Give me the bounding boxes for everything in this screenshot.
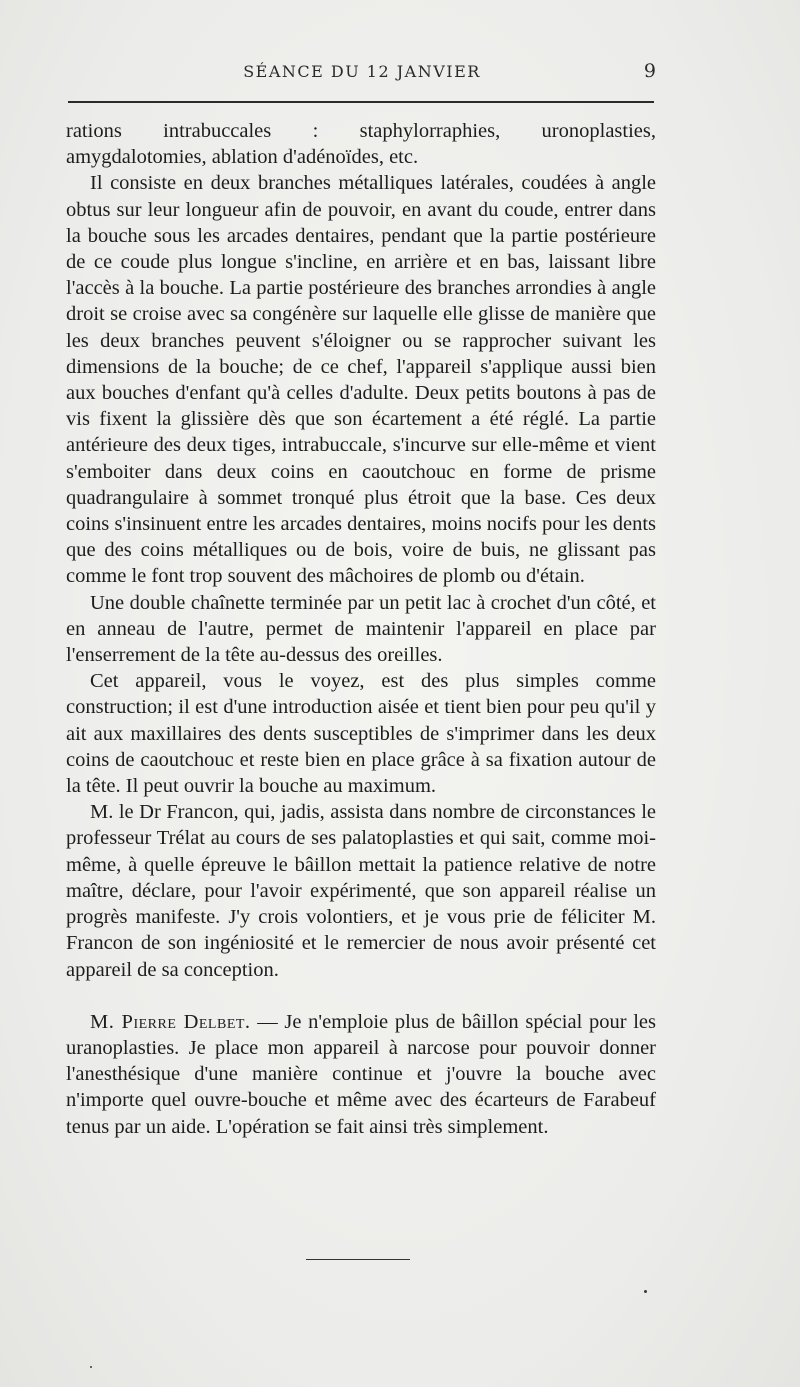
paragraph-5: M. le Dr Francon, qui, jadis, assista dans nombre de circonstances le professeur Trélat au cours de ses palatoplasties et qui sait, comme moi-même, à quelle épreuve le bâillon mettait la patience relative de notre maître, déclare, pour l'avoir expérimenté, que son appareil réalise un progrès manifeste. J'y crois volontiers, et je vous prie de féliciter M. Francon de son ingéniosité et le remercier de nous avoir présenté cet appareil de sa conception. (66, 801, 656, 981)
delbet-remarks: — Je n'emploie plus de bâillon spécial pour les uranoplasties. Je place mon appareil à narcose pour pouvoir donner l'anesthésique d'une manière continue et j'ouvre la bouche avec n'importe quel ouvre-bouche et même avec des écarteurs de Farabeuf tenus par un aide. L'opération se fait ainsi très simplement. (66, 1010, 656, 1138)
body-text (66, 118, 656, 1140)
page-header (68, 60, 656, 86)
paragraph-2: Il consiste en deux branches métalliques latérales, coudées à angle obtus sur leur longueur afin de pouvoir, en avant du coude, entrer dans la bouche sous les arcades dentaires, pendant que la partie postérieure de ce coude plus longue s'incline, en arrière et en bas, laissant libre l'accès à la bouche. La partie postérieure des branches arrondies à angle droit se croise avec sa congénère sur laquelle elle glisse de manière que les deux branches peuvent s'éloigner ou se rapprocher suivant les dimensions de la bouche; de ce chef, l'appareil s'applique aussi bien aux bouches d'enfant qu'à celles d'adulte. Deux petits boutons à pas de vis fixent la glissière dès que son écartement a été réglé. La partie antérieure des deux tiges, intrabuccale, s'incurve sur elle-même et vient s'emboiter dans deux coins en caoutchouc en forme de prisme quadrangulaire à sommet tronqué plus étroit que la base. Ces deux coins s'insinuent entre les arcades dentaires, moins nocifs pour les dents que des coins métalliques ou de bois, voire de buis, ne glissant pas comme le font trop souvent des mâchoires de plomb ou d'étain. (66, 172, 656, 588)
print-speck (644, 1290, 647, 1293)
paragraph-delbet (66, 1009, 656, 1140)
section-end-rule (306, 1259, 410, 1260)
paragraph-1: rations intrabuccales : staphylorraphies, uronoplasties, amygdalotomies, ablation d'adénoïdes, etc. (66, 120, 656, 169)
print-speck (90, 1366, 92, 1368)
paragraph-4: Cet appareil, vous le voyez, est des plus simples comme construction; il est d'une introduction aisée et tient bien pour peu qu'il y ait aux maxillaires des dents susceptibles de s'imprimer dans les deux coins de caoutchouc et reste bien en place grâce à sa fixation autour de la tête. Il peut ouvrir la bouche au maximum. (66, 670, 656, 798)
speaker-name: M. Pierre Delbet. (90, 1010, 251, 1033)
paragraph-3: Une double chaînette terminée par un petit lac à crochet d'un côté, et en anneau de l'autre, permet de maintenir l'appareil en place par l'enserrement de la tête au-dessus des oreilles. (66, 591, 656, 667)
header-rule (68, 101, 654, 103)
page-number: 9 (643, 60, 656, 82)
running-title: SÉANCE DU 12 JANVIER (243, 62, 481, 81)
